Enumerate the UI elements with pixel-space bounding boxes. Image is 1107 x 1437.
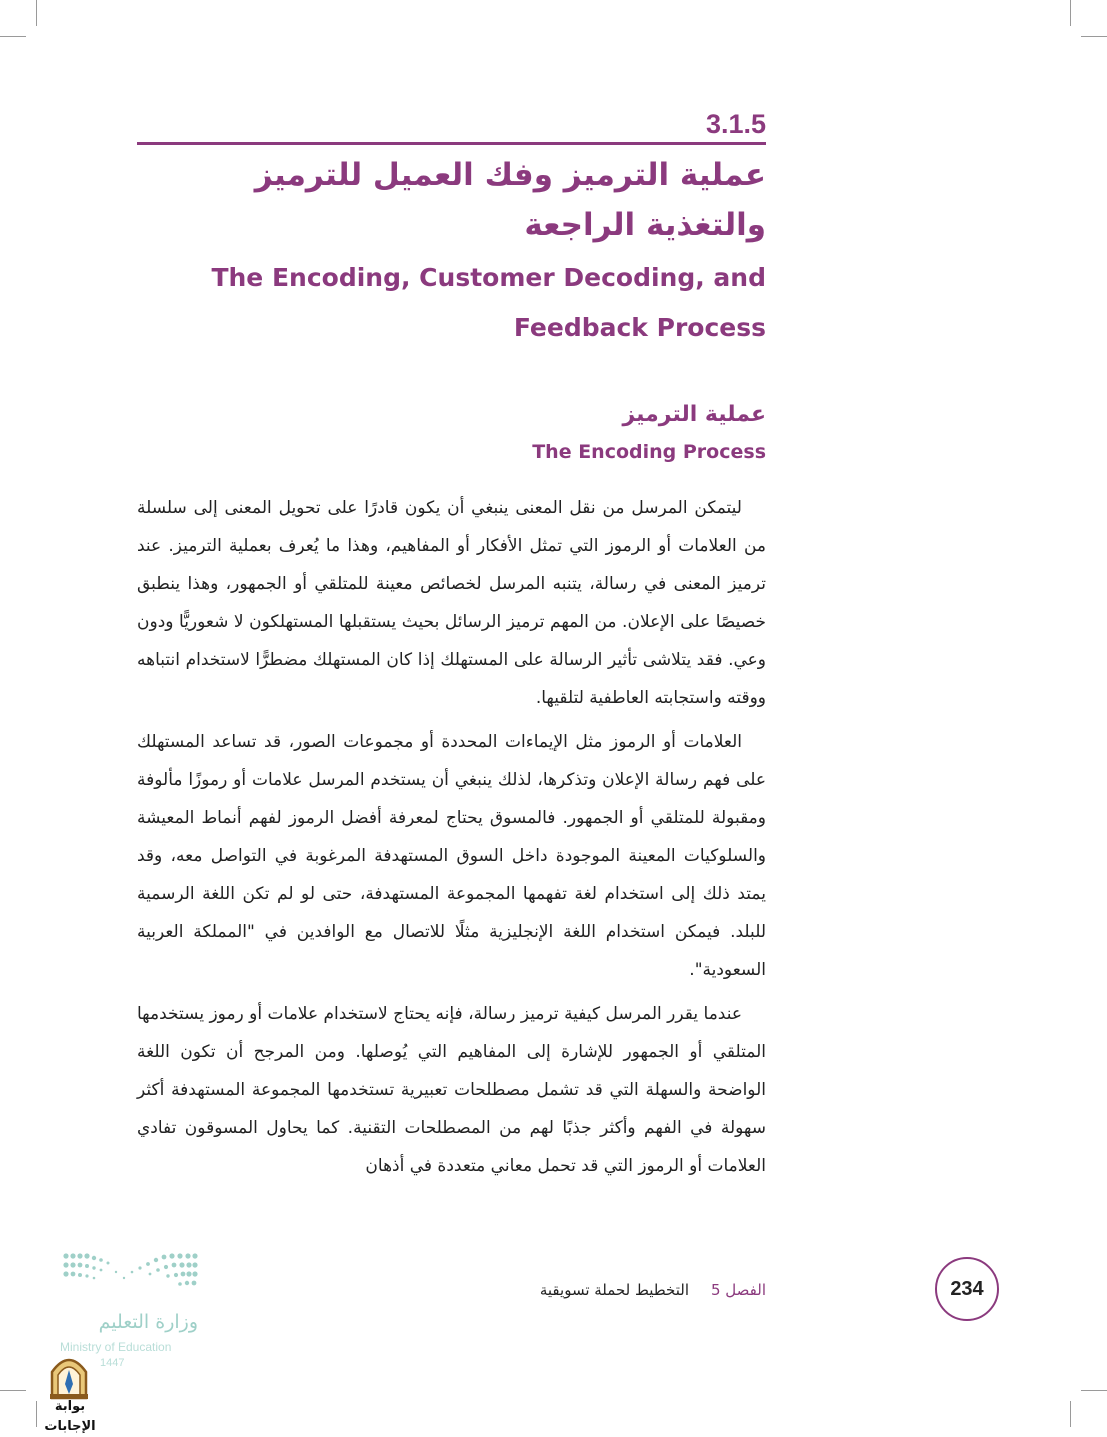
crop-mark-top-left-v [36, 0, 37, 26]
paragraph: عندما يقرر المرسل كيفية ترميز رسالة، فإنه يحتاج لاستخدام علامات أو رموز يستخدمها المتلقي أو الجمهور للإشارة إلى المفاهيم التي يُوصلها. ومن المرجح أن تكون اللغة الواضحة والسهلة التي قد تشمل مصطلحات تعبيرية تستخدمها المجموعة المستهدفة أكثر سهولة في الفهم وأكثر جذبًا لهم من المصطلحات التقنية. كما يحاول المسوقون تفادي العلامات أو الرموز التي قد تحمل معاني متعددة في أذهان [137, 1004, 766, 1176]
section-number: 3.1.5 [705, 109, 766, 139]
crop-mark-top-left-h [0, 36, 26, 37]
body-text [137, 489, 766, 1191]
crop-mark-bottom-right-h [1081, 1390, 1107, 1391]
ministry-name-english: Ministry of Education [60, 1340, 172, 1354]
watermark-text: بوابة الإجابات [44, 1399, 96, 1434]
page-number: 234 [935, 1257, 999, 1321]
section-title-arabic: عملية الترميز وفك العميل للترميز والتغذية الراجعة [254, 157, 766, 243]
ministry-name-arabic: وزارة التعليم [98, 1311, 198, 1333]
section-divider [137, 142, 766, 145]
subsection-title-english: The Encoding Process [532, 441, 766, 463]
crop-mark-bottom-right-v [1070, 1401, 1071, 1427]
paragraph: العلامات أو الرموز مثل الإيماءات المحددة أو مجموعات الصور، قد تساعد المستهلك على فهم رسالة الإعلان وتذكرها، لذلك ينبغي أن يستخدم المرسل علامات أو رموزًا مألوفة ومقبولة للمتلقي أو الجمهور. فالمسوق يحتاج لمعرفة أفضل الرموز لفهم أنماط المعيشة والسلوكيات المعينة الموجودة داخل السوق المستهدفة المرغوبة في التواصل معه، وقد يمتد ذلك إلى استخدام لغة تفهمها المجموعة المستهدفة، حتى لو لم تكن اللغة الرسمية للبلد. فيمكن استخدام اللغة الإنجليزية مثلًا للاتصال مع الوافدين في "المملكة العربية السعودية". [137, 732, 766, 980]
footer-chapter [460, 1275, 766, 1305]
crop-mark-top-right-h [1081, 36, 1107, 37]
crop-mark-top-right-v [1070, 0, 1071, 26]
crop-mark-bottom-left-h [0, 1390, 26, 1391]
footer-chapter-label: الفصل 5 [710, 1281, 766, 1299]
subsection-title-arabic: عملية الترميز [622, 402, 766, 427]
gate-icon [46, 1350, 92, 1400]
footer-chapter-title: التخطيط لحملة تسويقية [539, 1281, 689, 1299]
ministry-year: 1447 [100, 1357, 125, 1369]
ministry-logo-icon [60, 1248, 200, 1294]
section-title-english: The Encoding, Customer Decoding, and Feedback Process [211, 263, 766, 342]
paragraph: ليتمكن المرسل من نقل المعنى ينبغي أن يكون قادرًا على تحويل المعنى إلى سلسلة من العلامات أو الرموز التي تمثل الأفكار أو المفاهيم، وهذا ما يُعرف بعملية الترميز. عند ترميز المعنى في رسالة، يتنبه المرسل لخصائص معينة للمتلقي أو الجمهور، وهذا ينطبق خصيصًا على الإعلان. من المهم ترميز الرسائل بحيث يستقبلها المستهلكون لا شعوريًّا ودون وعي. فقد يتلاشى تأثير الرسالة على المستهلك إذا كان المستهلك مضطرًّا لاستخدام انتباهه ووقته واستجابته العاطفية لتلقيها. [137, 498, 766, 708]
